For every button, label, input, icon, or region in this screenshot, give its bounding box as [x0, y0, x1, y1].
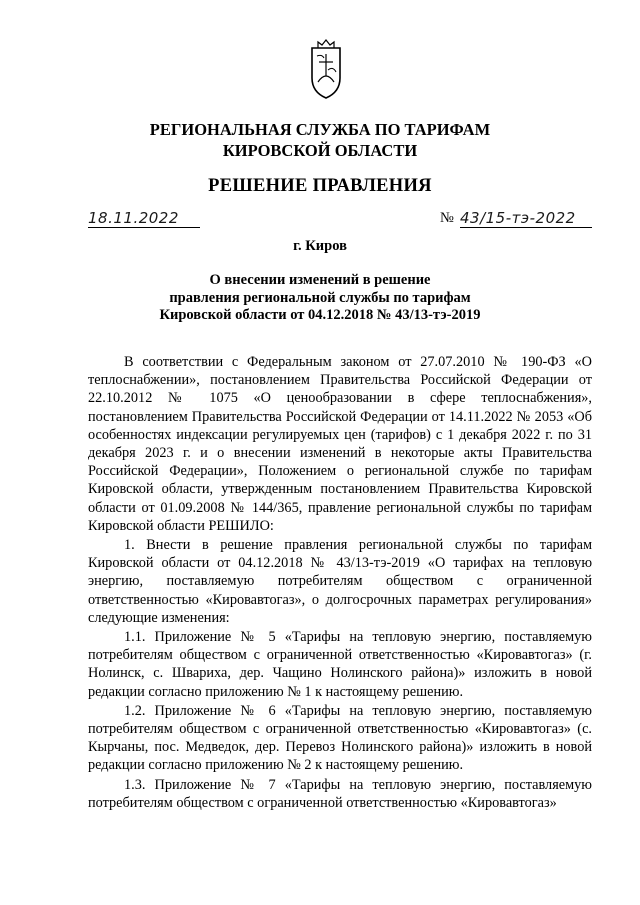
clause-1-2-paragraph: 1.2. Приложение № 6 «Тарифы на тепловую энергию, поставляемую потребителям обществом с ограниченной ответственностью «Кировавтогаз» (с. Кырчаны, пос. Медведок, дер. Перевоз Нолинского района)» изложить в новой редакции согласно приложению № 2 к настоящему решению.	[88, 702, 592, 774]
organization-name	[0, 119, 640, 161]
clause-1-1-paragraph: 1.1. Приложение № 5 «Тарифы на тепловую энергию, поставляемую потребителям обществом с ограниченной ответственностью «Кировавтогаз» (г. Нолинск, с. Швариха, дер. Чащино Нолинского района)» изложить в новой редакции согласно приложению № 1 к настоящему решению.	[88, 629, 592, 700]
city-name: г. Киров	[293, 238, 347, 254]
org-line-1: РЕГИОНАЛЬНАЯ СЛУЖБА ПО ТАРИФАМ	[149, 120, 491, 139]
org-line-2: КИРОВСКОЙ ОБЛАСТИ	[222, 141, 418, 160]
subject-line-3: Кировской области от 04.12.2018 № 43/13-тэ-2019	[159, 307, 481, 323]
document-body	[88, 353, 592, 812]
kirov-oblast-coat-of-arms-icon	[302, 36, 350, 102]
subject-line-2: правления региональной службы по тарифам	[169, 289, 471, 306]
clause-1-paragraph: 1. Внести в решение правления региональной службы по тарифам Кировской области от 04.12.2018 № 43/13-тэ-2019 «О тарифах на тепловую энергию, поставляемую потребителям обществом с ограниченной ответственностью «Кировавтогаз», о долгосрочных параметрах регулирования» следующие изменения:	[88, 537, 592, 626]
subject-line-1: О внесении изменений в решение	[209, 272, 431, 288]
document-type-title: РЕШЕНИЕ ПРАВЛЕНИЯ	[208, 176, 432, 196]
document-number: 43/15-тэ-2022	[460, 209, 592, 228]
preamble-paragraph: В соответствии с Федеральным законом от 27.07.2010 № 190-ФЗ «О теплоснабжении», постановлением Правительства Российской Федерации от 22.10.2012 № 1075 «О ценообразовании в сфере теплоснабжения», постановлением Правительства Российской Федерации от 14.11.2022 № 2053 «Об особенностях индексации регулируемых цен (тарифов) с 1 декабря 2022 г. по 31 декабря 2023 г. и о внесении изменений в некоторые акты Правительства Российской Федерации», Положением о региональной службе по тарифам Кировской области, утвержденным постановлением Правительства Кировской области от 01.09.2008 № 144/365, правление региональной службы по тарифам Кировской области РЕШИЛО:	[88, 354, 592, 534]
document-subject	[0, 272, 640, 325]
document-date: 18.11.2022	[88, 209, 200, 228]
clause-1-3-paragraph: 1.3. Приложение № 7 «Тарифы на тепловую энергию, поставляемую потребителям обществом с ограниченной ответственностью «Кировавтогаз»	[88, 776, 592, 811]
number-label: №	[440, 210, 454, 226]
